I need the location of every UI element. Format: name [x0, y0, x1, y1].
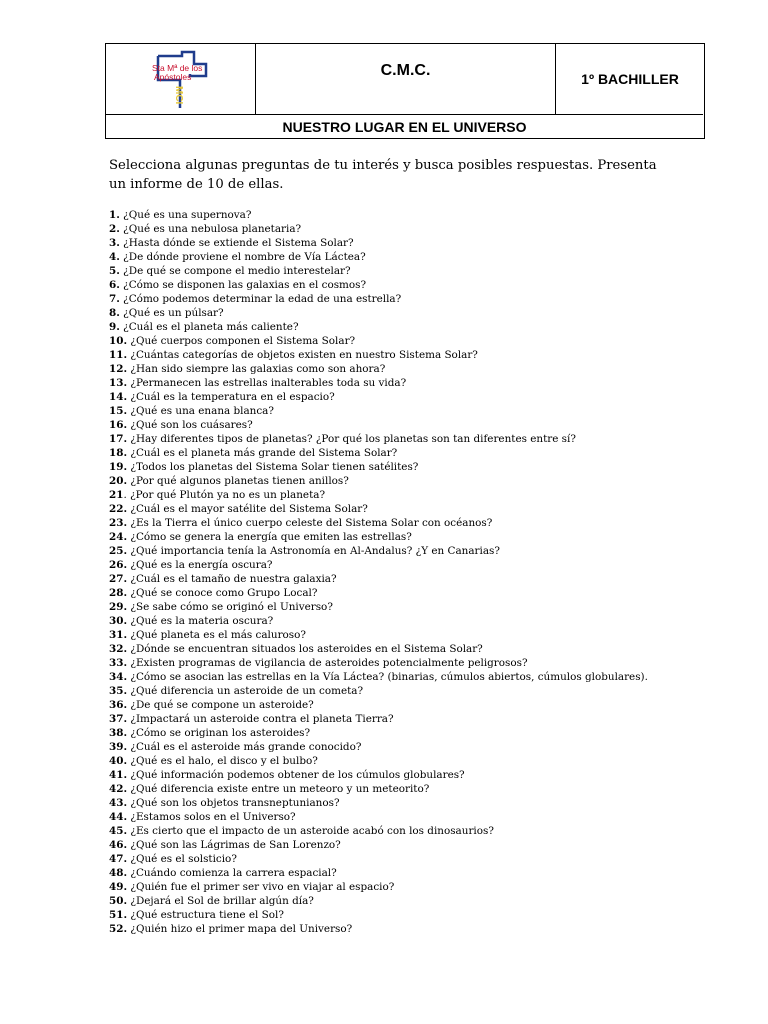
question-number: 17. — [109, 433, 128, 445]
question-item — [109, 600, 709, 614]
course-level: 1º BACHILLER — [581, 71, 679, 87]
question-number: 6. — [109, 279, 120, 291]
question-item — [109, 810, 709, 824]
question-text: ¿Qué diferencia un asteroide de un cometa? — [127, 685, 364, 697]
question-text: ¿Cuántas categorías de objetos existen en nuestro Sistema Solar? — [127, 349, 478, 361]
question-number: 46. — [109, 839, 128, 851]
question-item — [109, 544, 709, 558]
question-number: 18. — [109, 447, 128, 459]
header-table — [105, 43, 705, 139]
question-text: ¿Qué es una nebulosa planetaria? — [119, 223, 302, 235]
question-text: ¿Todos los planetas del Sistema Solar tienen satélites? — [127, 461, 419, 473]
question-number: 39. — [109, 741, 128, 753]
question-item — [109, 320, 709, 334]
document-title: C.M.C. — [380, 62, 431, 79]
question-item — [109, 516, 709, 530]
question-text: ¿Han sido siempre las galaxias como son ahora? — [127, 363, 386, 375]
question-text: ¿Qué es la materia oscura? — [127, 615, 274, 627]
question-item — [109, 418, 709, 432]
question-number: 33. — [109, 657, 128, 669]
question-item — [109, 614, 709, 628]
question-text: ¿Hay diferentes tipos de planetas? ¿Por qué los planetas son tan diferentes entre sí? — [127, 433, 576, 445]
question-item — [109, 334, 709, 348]
question-number: 20. — [109, 475, 128, 487]
question-number: 47. — [109, 853, 128, 865]
question-item — [109, 460, 709, 474]
question-text: ¿Dónde se encuentran situados los asteroides en el Sistema Solar? — [127, 643, 483, 655]
question-item — [109, 376, 709, 390]
question-item — [109, 404, 709, 418]
question-number: 36. — [109, 699, 128, 711]
question-text: ¿Dejará el Sol de brillar algún día? — [127, 895, 314, 907]
question-number: 43. — [109, 797, 128, 809]
level-cell — [556, 44, 704, 114]
question-number: 7. — [109, 293, 120, 305]
question-text: ¿Qué son los objetos transneptunianos? — [127, 797, 340, 809]
question-item — [109, 656, 709, 670]
question-number: 21 — [109, 489, 124, 501]
question-text: ¿Cuál es el tamaño de nuestra galaxia? — [127, 573, 337, 585]
question-item — [109, 348, 709, 362]
logo-cell — [106, 44, 256, 114]
question-item — [109, 236, 709, 250]
question-number: 8. — [109, 307, 120, 319]
question-number: 13. — [109, 377, 128, 389]
question-text: ¿Cuál es la temperatura en el espacio? — [127, 391, 335, 403]
school-logo — [142, 50, 222, 110]
question-item — [109, 670, 709, 684]
question-number: 19. — [109, 461, 128, 473]
question-item — [109, 824, 709, 838]
question-number: 12. — [109, 363, 128, 375]
question-text: ¿De dónde proviene el nombre de Vía Láctea? — [119, 251, 366, 263]
question-item — [109, 838, 709, 852]
question-text: ¿Por qué algunos planetas tienen anillos? — [127, 475, 349, 487]
question-text: ¿Cuál es el planeta más caliente? — [119, 321, 299, 333]
question-item — [109, 306, 709, 320]
question-text: ¿Qué diferencia existe entre un meteoro y un meteorito? — [127, 783, 430, 795]
question-number: 2. — [109, 223, 120, 235]
question-text: ¿De qué se compone un asteroide? — [127, 699, 314, 711]
question-text: ¿Cuál es el asteroide más grande conocido? — [127, 741, 362, 753]
question-number: 49. — [109, 881, 128, 893]
question-item — [109, 684, 709, 698]
question-text: ¿Qué estructura tiene el Sol? — [127, 909, 284, 921]
question-number: 30. — [109, 615, 128, 627]
question-number: 52. — [109, 923, 128, 935]
question-number: 23. — [109, 517, 128, 529]
question-item — [109, 572, 709, 586]
question-item — [109, 908, 709, 922]
subject-cell — [106, 114, 703, 138]
question-text: ¿Qué son los cuásares? — [127, 419, 253, 431]
question-item — [109, 768, 709, 782]
question-text: ¿Hasta dónde se extiende el Sistema Solar? — [119, 237, 354, 249]
question-item — [109, 712, 709, 726]
question-text: ¿Cómo se genera la energía que emiten las estrellas? — [127, 531, 412, 543]
question-item — [109, 362, 709, 376]
question-number: 26. — [109, 559, 128, 571]
question-number: 28. — [109, 587, 128, 599]
question-number: 32. — [109, 643, 128, 655]
question-text: ¿Qué es el halo, el disco y el bulbo? — [127, 755, 318, 767]
question-text: ¿Cuál es el planeta más grande del Sistema Solar? — [127, 447, 398, 459]
question-text: ¿Existen programas de vigilancia de asteroides potencialmente peligrosos? — [127, 657, 528, 669]
question-item — [109, 474, 709, 488]
question-text: ¿Quién fue el primer ser vivo en viajar al espacio? — [127, 881, 395, 893]
question-number: 10. — [109, 335, 128, 347]
question-number: 14. — [109, 391, 128, 403]
question-text: ¿Cómo se asocian las estrellas en la Vía Láctea? (binarias, cúmulos abiertos, cúmulos globulares). — [127, 671, 648, 683]
question-item — [109, 264, 709, 278]
question-text: ¿Impactará un asteroide contra el planeta Tierra? — [127, 713, 394, 725]
question-number: 29. — [109, 601, 128, 613]
question-text: ¿Cómo podemos determinar la edad de una estrella? — [119, 293, 402, 305]
question-number: 41. — [109, 769, 128, 781]
question-item — [109, 796, 709, 810]
question-number: 9. — [109, 321, 120, 333]
question-text: ¿Se sabe cómo se originó el Universo? — [127, 601, 333, 613]
question-number: 3. — [109, 237, 120, 249]
question-item — [109, 390, 709, 404]
question-number: 40. — [109, 755, 128, 767]
question-text: ¿Qué planeta es el más caluroso? — [127, 629, 306, 641]
question-item — [109, 558, 709, 572]
question-number: 22. — [109, 503, 128, 515]
question-item — [109, 782, 709, 796]
question-item — [109, 852, 709, 866]
question-number: 5. — [109, 265, 120, 277]
question-text: ¿Qué importancia tenía la Astronomía en Al-Andalus? ¿Y en Canarias? — [127, 545, 500, 557]
logo-line2: Apóstoles — [154, 72, 192, 82]
question-item — [109, 586, 709, 600]
title-cell — [256, 44, 556, 114]
question-number: 50. — [109, 895, 128, 907]
subject-title: NUESTRO LUGAR EN EL UNIVERSO — [282, 118, 527, 135]
question-text: ¿Es cierto que el impacto de un asteroide acabó con los dinosaurios? — [127, 825, 494, 837]
instructions-paragraph: Selecciona algunas preguntas de tu interés y busca posibles respuestas. Presenta un informe de 10 de ellas. — [109, 158, 657, 192]
question-text: ¿Quién hizo el primer mapa del Universo? — [127, 923, 353, 935]
questions-list — [109, 208, 709, 936]
question-item — [109, 432, 709, 446]
question-item — [109, 628, 709, 642]
question-item — [109, 530, 709, 544]
question-item — [109, 698, 709, 712]
question-number: 44. — [109, 811, 128, 823]
question-item — [109, 208, 709, 222]
question-text: . ¿Por qué Plutón ya no es un planeta? — [123, 489, 326, 501]
question-item — [109, 894, 709, 908]
question-number: 51. — [109, 909, 128, 921]
question-text: ¿Qué es un púlsar? — [119, 307, 224, 319]
question-text: ¿Es la Tierra el único cuerpo celeste del Sistema Solar con océanos? — [127, 517, 493, 529]
question-item — [109, 880, 709, 894]
logo-initials: MCI — [173, 86, 184, 105]
question-number: 48. — [109, 867, 128, 879]
question-number: 24. — [109, 531, 128, 543]
question-item — [109, 488, 709, 502]
question-item — [109, 740, 709, 754]
question-item — [109, 922, 709, 936]
question-number: 45. — [109, 825, 128, 837]
question-number: 11. — [109, 349, 128, 361]
question-text: ¿Permanecen las estrellas inalterables toda su vida? — [127, 377, 407, 389]
question-number: 38. — [109, 727, 128, 739]
question-text: ¿Qué es una enana blanca? — [127, 405, 274, 417]
question-text: ¿Qué es la energía oscura? — [127, 559, 273, 571]
question-item — [109, 222, 709, 236]
question-number: 34. — [109, 671, 128, 683]
question-text: ¿Cuál es el mayor satélite del Sistema Solar? — [127, 503, 368, 515]
question-text: ¿Qué son las Lágrimas de San Lorenzo? — [127, 839, 341, 851]
question-item — [109, 502, 709, 516]
logo-line1: Sta Mª de los — [152, 63, 203, 73]
question-number: 16. — [109, 419, 128, 431]
question-item — [109, 754, 709, 768]
question-text: ¿Cómo se originan los asteroides? — [127, 727, 311, 739]
question-item — [109, 866, 709, 880]
question-number: 35. — [109, 685, 128, 697]
question-text: ¿Cómo se disponen las galaxias en el cosmos? — [119, 279, 367, 291]
question-item — [109, 446, 709, 460]
question-number: 31. — [109, 629, 128, 641]
question-text: ¿Qué se conoce como Grupo Local? — [127, 587, 318, 599]
question-text: ¿Qué información podemos obtener de los cúmulos globulares? — [127, 769, 465, 781]
question-item — [109, 726, 709, 740]
question-text: ¿Qué cuerpos componen el Sistema Solar? — [127, 335, 356, 347]
question-number: 15. — [109, 405, 128, 417]
question-text: ¿Estamos solos en el Universo? — [127, 811, 296, 823]
question-number: 42. — [109, 783, 128, 795]
question-number: 27. — [109, 573, 128, 585]
question-text: ¿Qué es el solsticio? — [127, 853, 237, 865]
question-number: 25. — [109, 545, 128, 557]
question-number: 1. — [109, 209, 120, 221]
question-item — [109, 642, 709, 656]
question-text: ¿Qué es una supernova? — [119, 209, 252, 221]
question-item — [109, 292, 709, 306]
question-item — [109, 250, 709, 264]
question-text: ¿De qué se compone el medio interestelar? — [119, 265, 351, 277]
question-number: 4. — [109, 251, 120, 263]
question-number: 37. — [109, 713, 128, 725]
question-item — [109, 278, 709, 292]
question-text: ¿Cuándo comienza la carrera espacial? — [127, 867, 337, 879]
